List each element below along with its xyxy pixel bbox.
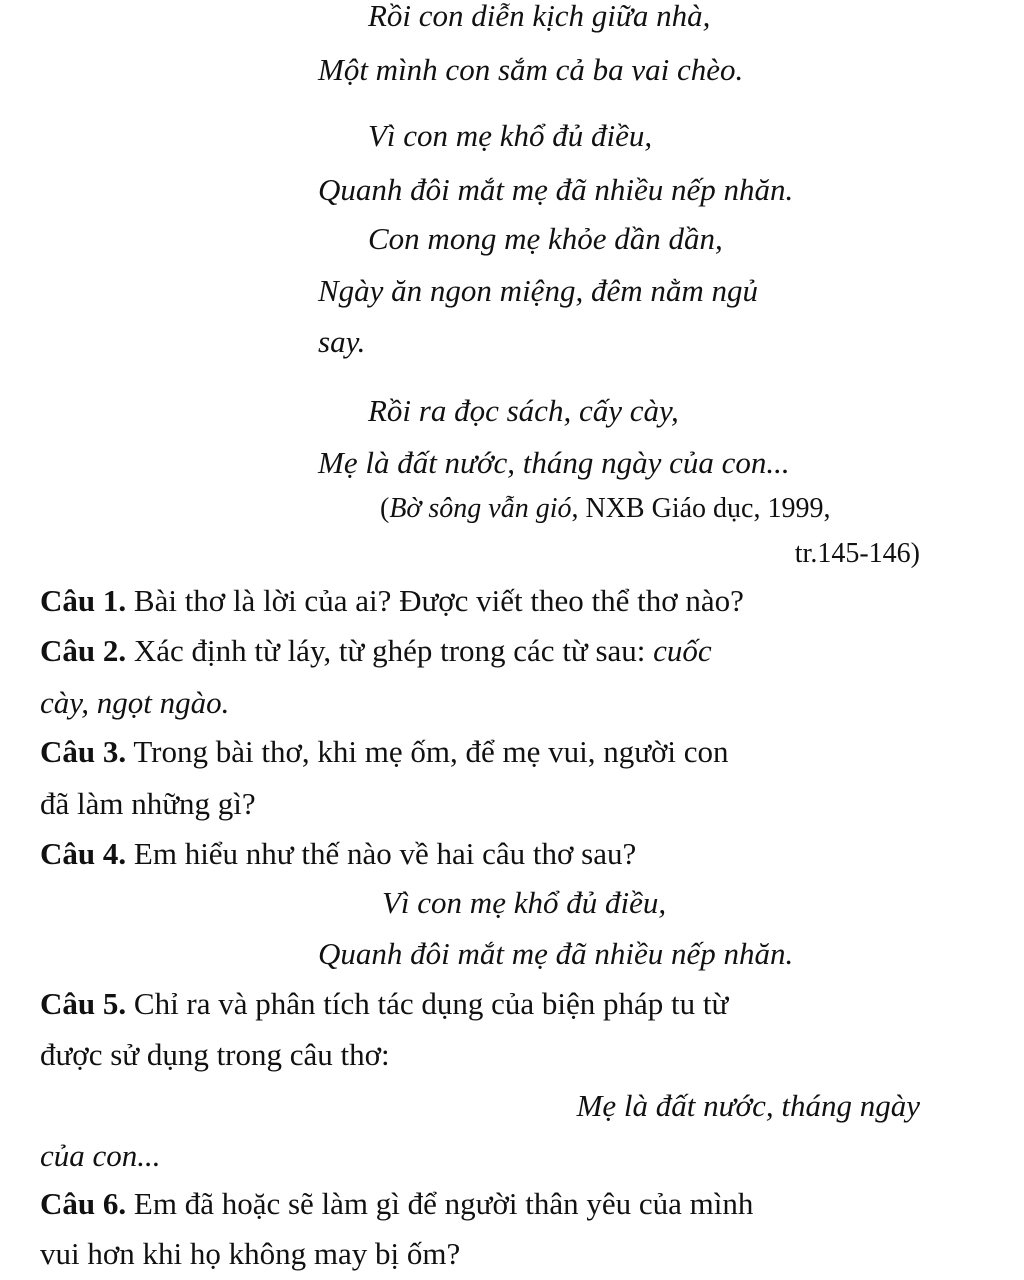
- poem-line-8: Mẹ là đất nước, tháng ngày của con...: [318, 445, 790, 480]
- poem-line-6: Ngày ăn ngon miệng, đêm nằm ngủ: [318, 273, 758, 308]
- question-3-label: Câu 3.: [40, 734, 127, 769]
- poem-line-3: Vì con mẹ khổ đủ điều,: [368, 118, 653, 153]
- question-1-text: Bài thơ là lời của ai? Được viết theo thể thơ nào?: [126, 583, 744, 618]
- source-open-paren: (: [380, 493, 390, 524]
- question-5-label: Câu 5.: [40, 986, 127, 1021]
- source-pages: tr.145-146): [794, 538, 920, 569]
- question-4-label: Câu 4.: [40, 836, 127, 871]
- question-6: [40, 1188, 753, 1219]
- question-2-term: cuốc: [653, 633, 712, 668]
- question-5-verse-1: Mẹ là đất nước, tháng ngày: [576, 1088, 920, 1123]
- question-5: [40, 988, 728, 1019]
- question-1: [40, 585, 744, 616]
- source-title: Bờ sông vẫn gió: [389, 493, 572, 524]
- question-2-label: Câu 2.: [40, 633, 127, 668]
- question-6-label: Câu 6.: [40, 1186, 127, 1221]
- source-line-1: [380, 495, 830, 523]
- question-2-terms-wrap: cày, ngọt ngào.: [40, 685, 230, 720]
- question-3: [40, 736, 729, 767]
- question-5-verse-2: của con...: [40, 1138, 161, 1173]
- question-1-label: Câu 1.: [40, 583, 127, 618]
- question-3-wrap: đã làm những gì?: [40, 786, 256, 821]
- poem-line-6-wrap: say.: [318, 324, 366, 359]
- poem-line-2: Một mình con sắm cả ba vai chèo.: [318, 52, 744, 87]
- question-4-verse-2: Quanh đôi mắt mẹ đã nhiều nếp nhăn.: [318, 936, 794, 971]
- question-2-text: Xác định từ láy, từ ghép trong các từ sau:: [126, 633, 654, 668]
- question-4-verse-1: Vì con mẹ khổ đủ điều,: [382, 885, 667, 920]
- question-6-text: Em đã hoặc sẽ làm gì để người thân yêu của mình: [126, 1186, 754, 1221]
- source-publisher: , NXB Giáo dục, 1999,: [571, 493, 831, 524]
- poem-line-4: Quanh đôi mắt mẹ đã nhiều nếp nhăn.: [318, 172, 794, 207]
- question-5-text: Chỉ ra và phân tích tác dụng của biện pháp tu từ: [126, 986, 729, 1021]
- question-6-wrap: vui hơn khi họ không may bị ốm?: [40, 1236, 461, 1271]
- question-2: [40, 635, 712, 666]
- question-5-wrap: được sử dụng trong câu thơ:: [40, 1037, 390, 1072]
- poem-line-1: Rồi con diễn kịch giữa nhà,: [368, 0, 711, 33]
- question-4-text: Em hiểu như thế nào về hai câu thơ sau?: [126, 836, 637, 871]
- question-4: [40, 838, 636, 869]
- poem-line-5: Con mong mẹ khỏe dần dần,: [368, 221, 723, 256]
- question-3-text: Trong bài thơ, khi mẹ ốm, để mẹ vui, người con: [126, 734, 729, 769]
- poem-line-7: Rồi ra đọc sách, cấy cày,: [368, 393, 679, 428]
